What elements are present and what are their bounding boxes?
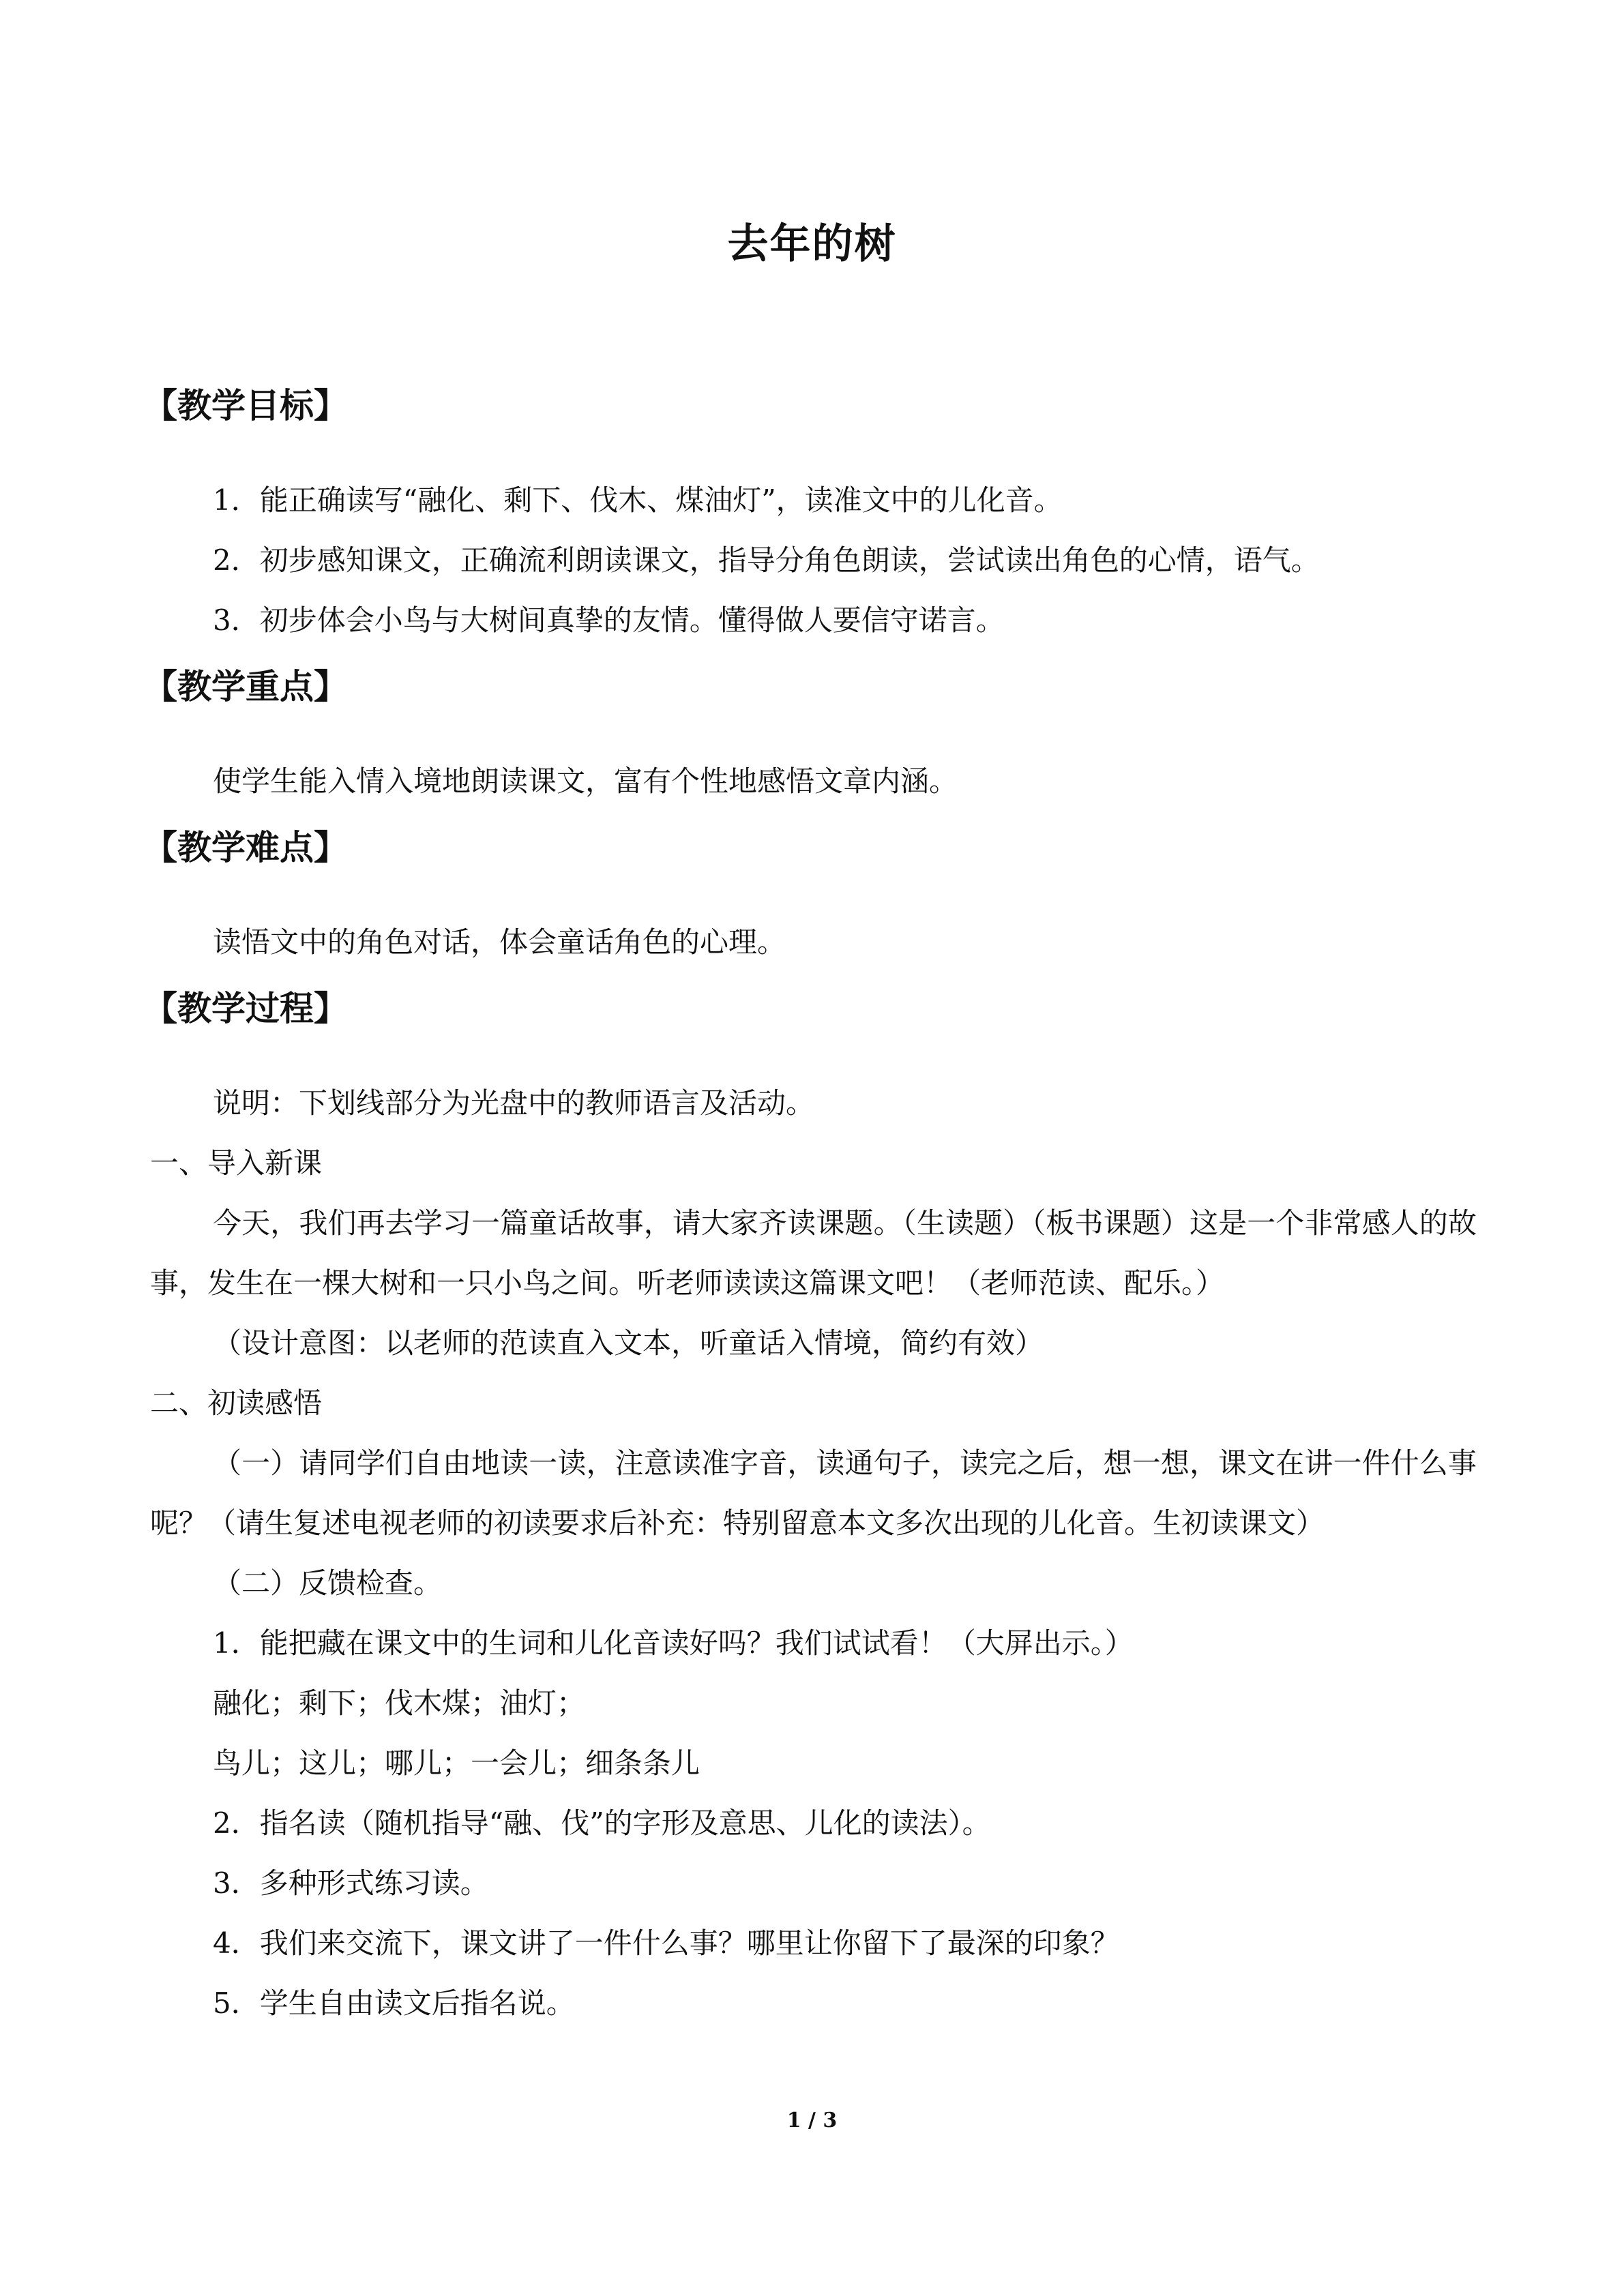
objective-item-1: 1．能正确读写“融化、剩下、伐木、煤油灯”，读准文中的儿化音。 xyxy=(213,483,1063,517)
vocabulary-line-2: 鸟儿；这儿；哪儿；一会儿；细条条儿 xyxy=(213,1746,700,1780)
process-part2-item5: 5．学生自由读文后指名说。 xyxy=(213,1986,575,2020)
difficulties-text: 读悟文中的角色对话，体会童话角色的心理。 xyxy=(213,925,786,959)
document-body xyxy=(143,382,1477,2033)
document-title: 去年的树 xyxy=(727,220,897,268)
process-part1-title: 一、导入新课 xyxy=(150,1146,323,1180)
page-number: 1 / 3 xyxy=(786,2108,838,2132)
process-part2-item1: 1．能把藏在课文中的生词和儿化音读好吗？我们试试看！（大屏出示。） xyxy=(213,1626,1134,1660)
process-part2-item4: 4．我们来交流下，课文讲了一件什么事？哪里让你留下了最深的印象？ xyxy=(213,1926,1119,1960)
process-note: 说明：下划线部分为光盘中的教师语言及活动。 xyxy=(213,1086,815,1120)
vocabulary-line-1: 融化；剩下；伐木煤；油灯； xyxy=(213,1686,586,1720)
key-points-text: 使学生能入情入境地朗读课文，富有个性地感悟文章内涵。 xyxy=(213,764,958,798)
objective-item-3: 3．初步体会小鸟与大树间真挚的友情。懂得做人要信守诺言。 xyxy=(213,603,1005,637)
heading-difficulties: 【教学难点】 xyxy=(143,828,348,867)
process-part2-step1: （一）请同学们自由地读一读，注意读准字音，读通句子，读完之后，想一想，课文在讲一件什么事呢？（请生复述电视老师的初读要求后补充：特别留意本文多次出现的儿化音。生初读课文） xyxy=(150,1446,1477,1540)
process-part1-design: （设计意图：以老师的范读直入文本，听童话入情境，简约有效） xyxy=(213,1326,1044,1360)
heading-process: 【教学过程】 xyxy=(143,989,348,1028)
heading-key-points: 【教学重点】 xyxy=(143,667,348,706)
objective-item-2: 2．初步感知课文，正确流利朗读课文，指导分角色朗读，尝试读出角色的心情，语气。 xyxy=(213,543,1320,577)
heading-objectives: 【教学目标】 xyxy=(143,386,348,426)
process-part2-item3: 3．多种形式练习读。 xyxy=(213,1866,489,1900)
process-part2-title: 二、初读感悟 xyxy=(150,1386,323,1420)
process-part2-item2: 2．指名读（随机指导“融、伐”的字形及意思、儿化的读法）。 xyxy=(213,1806,991,1840)
process-part2-step2: （二）反馈检查。 xyxy=(213,1566,443,1600)
process-part1-text: 今天，我们再去学习一篇童话故事，请大家齐读课题。（生读题）（板书课题）这是一个非常感人的故事，发生在一棵大树和一只小鸟之间。听老师读读这篇课文吧！（老师范读、配乐。） xyxy=(150,1206,1477,1300)
